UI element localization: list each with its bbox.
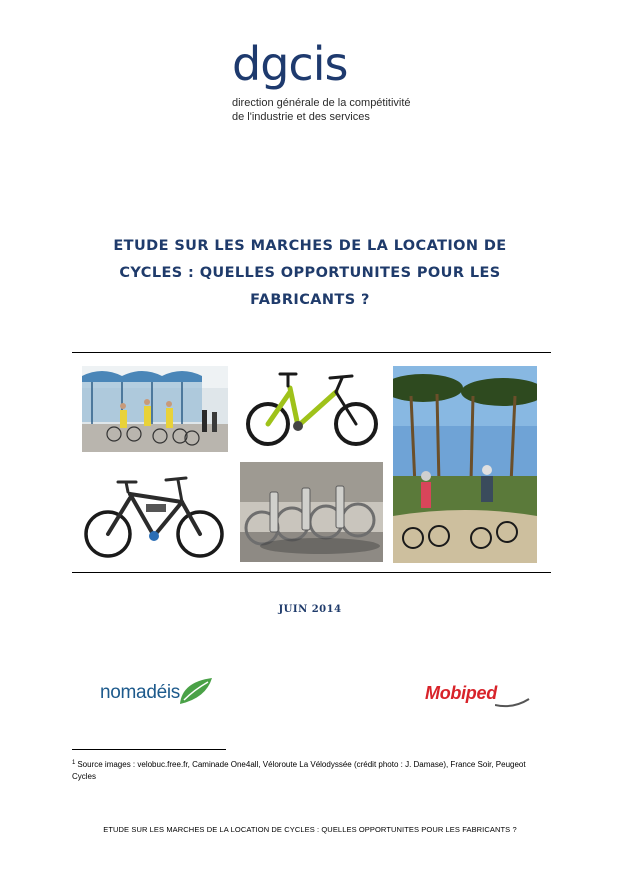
dgcis-logo	[232, 36, 411, 136]
bottom-rule	[72, 572, 551, 573]
footnote-text: Source images : velobuc.free.fr, Caminade One4all, Véloroute La Vélodyssée (crédit photo : J. Damase), France Soir, Peugeot Cycles	[72, 760, 526, 781]
photo-bike-shelter	[82, 366, 228, 452]
mobiped-logo	[425, 681, 535, 713]
title-line-3: FABRICANTS ?	[250, 292, 370, 308]
photo-cyclists-forest	[393, 366, 537, 563]
footnote-marker: 1	[72, 760, 76, 766]
title-line-2: CYCLES : QUELLES OPPORTUNITES POUR LES	[119, 265, 501, 281]
mobiped-wordmark: Mobiped	[425, 683, 497, 703]
footnote	[72, 757, 542, 783]
top-rule	[72, 352, 551, 353]
page-footer: ETUDE SUR LES MARCHES DE LA LOCATION DE CYCLES : QUELLES OPPORTUNITES POUR LES FABRICANTS ?	[103, 825, 517, 834]
nomadeis-wordmark: nomadéis	[100, 682, 180, 703]
document-title	[70, 233, 550, 314]
leaf-icon	[178, 676, 214, 706]
title-line-1: ETUDE SUR LES MARCHES DE LA LOCATION DE	[113, 238, 507, 254]
dgcis-wordmark: dgcis	[232, 37, 348, 91]
dgcis-tagline-line2: de l'industrie et des services	[232, 111, 370, 123]
photo-bike-share-station	[240, 462, 383, 562]
photo-electric-bike	[82, 464, 228, 562]
dgcis-tagline-line1: direction générale de la compétitivité	[232, 97, 411, 109]
dgcis-tagline	[232, 96, 411, 124]
nomadeis-logo	[100, 676, 220, 716]
photo-mountain-bike	[238, 366, 382, 454]
footnote-rule	[72, 749, 226, 750]
publication-date: JUIN 2014	[278, 604, 342, 615]
swoosh-icon	[495, 697, 531, 709]
